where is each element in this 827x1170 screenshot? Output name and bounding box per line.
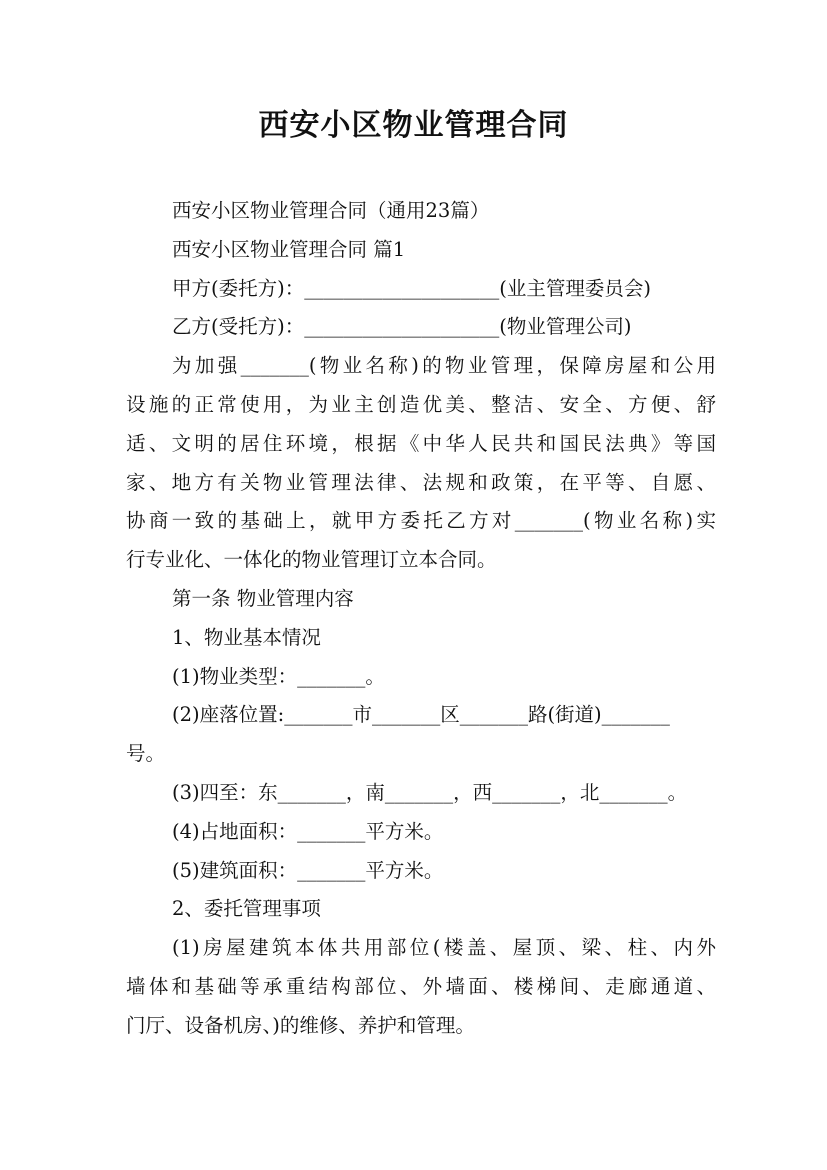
subsection-heading: 1、物业基本情况 <box>172 625 321 649</box>
list-item: (4)占地面积：_______平方米。 <box>172 819 444 843</box>
list-item: (1)房屋建筑本体共用部位(楼盖、屋顶、梁、柱、内外 <box>172 936 716 960</box>
paragraph-line: 协商一致的基础上，就甲方委托乙方对_______(物业名称)实 <box>126 509 716 533</box>
party-a-line: 甲方(委托方)：____________________(业主管理委员会) <box>172 276 651 300</box>
list-item: (1)物业类型：_______。 <box>172 664 385 688</box>
list-item-continuation: 号。 <box>126 742 166 766</box>
paragraph-line: 行专业化、一体化的物业管理订立本合同。 <box>126 548 497 572</box>
paragraph-line: 适、文明的居住环境，根据《中华人民共和国民法典》等国 <box>126 431 716 455</box>
subtitle-line: 西安小区物业管理合同（通用23篇） <box>172 199 490 222</box>
document-title: 西安小区物业管理合同 <box>258 108 569 143</box>
party-b-line: 乙方(受托方)：____________________(物业管理公司) <box>172 315 632 339</box>
article-heading: 第一条 物业管理内容 <box>172 586 354 610</box>
paragraph-line: 家、地方有关物业管理法律、法规和政策，在平等、自愿、 <box>126 470 716 494</box>
subsection-heading: 2、委托管理事项 <box>172 897 321 921</box>
paragraph-line: 为加强_______(物业名称)的物业管理，保障房屋和公用 <box>172 354 716 378</box>
list-item: (3)四至：东_______，南_______，西_______，北_______。 <box>172 780 688 804</box>
paragraph-line: 设施的正常使用，为业主创造优美、整洁、安全、方便、舒 <box>126 392 716 416</box>
list-item-continuation: 墙体和基础等承重结构部位、外墙面、楼梯间、走廊通道、 <box>126 974 716 998</box>
list-item: (2)座落位置:_______市_______区_______路(街道)_______ <box>172 703 670 727</box>
document-body <box>126 192 716 1046</box>
list-item-continuation: 门厅、设备机房、)的维修、养护和管理。 <box>126 1013 475 1037</box>
section-heading: 西安小区物业管理合同 篇1 <box>172 237 406 261</box>
list-item: (5)建筑面积：_______平方米。 <box>172 858 444 882</box>
